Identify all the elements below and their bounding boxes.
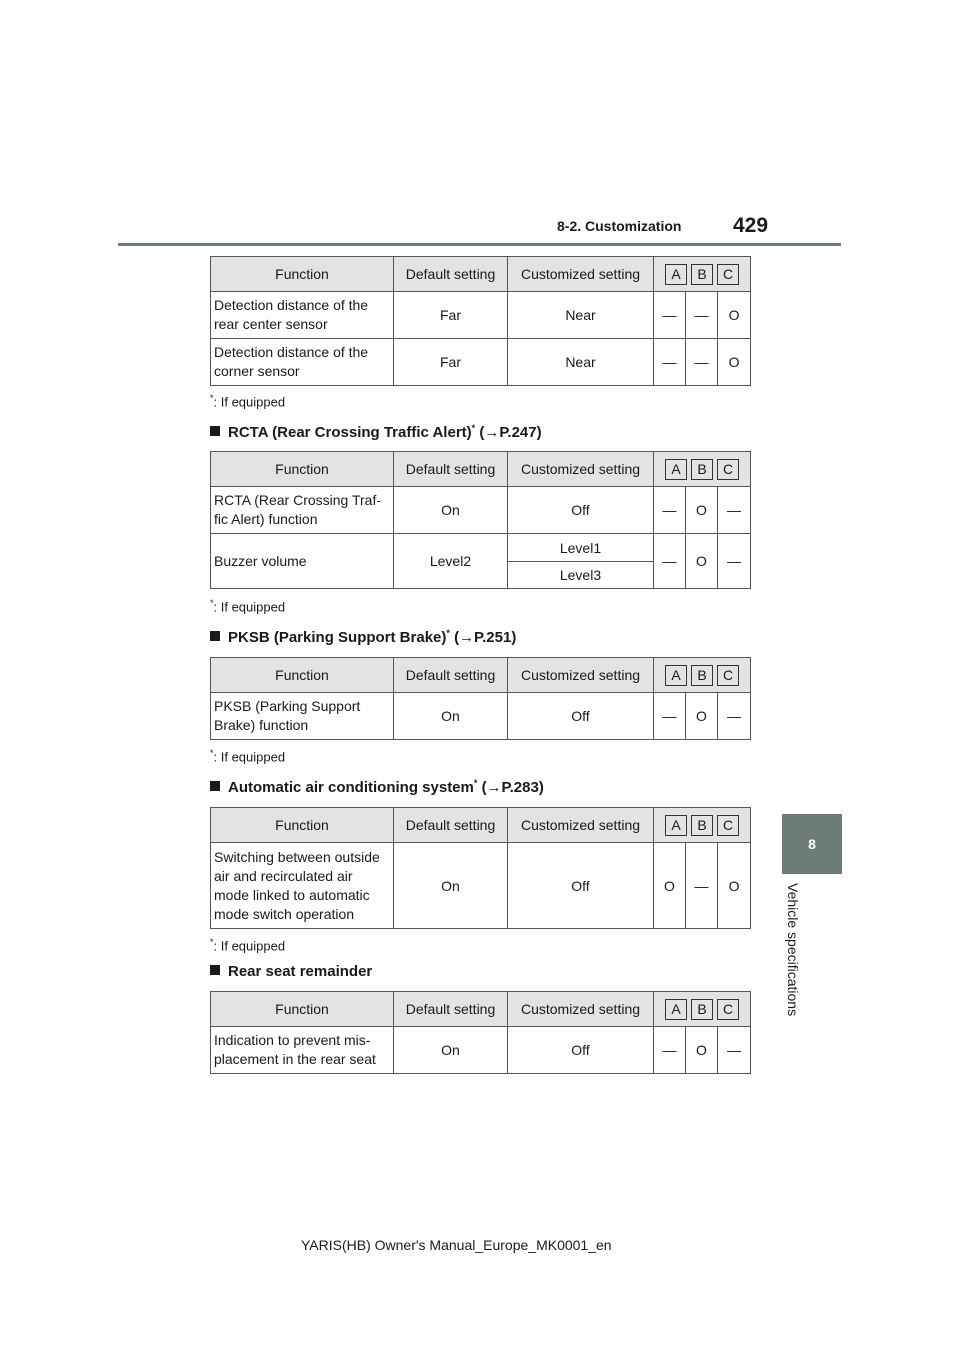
cell-b: —	[686, 843, 718, 929]
badge-c: C	[717, 815, 739, 836]
bullet-square-icon	[210, 631, 220, 641]
section-heading-rear-seat: Rear seat remainder	[210, 963, 372, 980]
page-reference-link[interactable]: (→P.251)	[454, 629, 517, 646]
page-number: 429	[733, 214, 769, 237]
cell-function: Indication to prevent mis-placement in the rear seat	[211, 1027, 394, 1074]
cell-default: On	[394, 487, 508, 534]
cell-a: O	[654, 843, 686, 929]
badge-a: A	[665, 999, 687, 1020]
col-customized-setting: Customized setting	[508, 992, 654, 1027]
cell-b: O	[686, 1027, 718, 1074]
footnote: *: If equipped	[210, 748, 286, 765]
settings-table-rcta	[210, 451, 751, 589]
bullet-square-icon	[210, 965, 220, 975]
page-reference-link[interactable]: (→P.247)	[479, 424, 542, 441]
cell-default: On	[394, 693, 508, 740]
col-customized-setting: Customized setting	[508, 257, 654, 292]
col-abc	[654, 992, 751, 1027]
cell-default: On	[394, 1027, 508, 1074]
cell-customized: Off	[508, 693, 654, 740]
cell-default: Far	[394, 339, 508, 386]
badge-a: A	[665, 459, 687, 480]
cell-customized: Off	[508, 487, 654, 534]
cell-function: Switching between outside air and recirculated air mode linked to automatic mode switch operation	[211, 843, 394, 929]
table-row	[211, 843, 751, 929]
cell-customized: Level1	[508, 534, 654, 562]
table-row	[211, 534, 751, 562]
cell-b: O	[686, 487, 718, 534]
badge-b: B	[691, 459, 713, 480]
cell-default: Level2	[394, 534, 508, 589]
header-rule	[118, 243, 841, 246]
col-function: Function	[211, 658, 394, 693]
settings-table-rear-seat	[210, 991, 751, 1074]
cell-function: PKSB (Parking Support Brake) function	[211, 693, 394, 740]
cell-c: —	[718, 487, 751, 534]
chapter-number: 8	[808, 836, 816, 852]
cell-customized: Level3	[508, 562, 654, 589]
table-header-row	[211, 658, 751, 693]
settings-table-pksb	[210, 657, 751, 740]
col-abc	[654, 257, 751, 292]
settings-table-air-conditioning	[210, 807, 751, 929]
col-function: Function	[211, 257, 394, 292]
table-header-row	[211, 808, 751, 843]
cell-a: —	[654, 534, 686, 589]
badge-b: B	[691, 665, 713, 686]
cell-a: —	[654, 487, 686, 534]
page-reference-link[interactable]: (→P.283)	[481, 779, 544, 796]
col-abc	[654, 452, 751, 487]
table-row	[211, 1027, 751, 1074]
cell-function: RCTA (Rear Crossing Traf-fic Alert) function	[211, 487, 394, 534]
badge-a: A	[665, 815, 687, 836]
cell-c: O	[718, 339, 751, 386]
chapter-label: Vehicle specifications	[785, 883, 801, 1017]
table-header-row	[211, 992, 751, 1027]
table-row	[211, 339, 751, 386]
badge-a: A	[665, 264, 687, 285]
cell-b: —	[686, 339, 718, 386]
cell-a: —	[654, 339, 686, 386]
cell-c: —	[718, 693, 751, 740]
cell-a: —	[654, 292, 686, 339]
cell-function: Detection distance of the rear center sensor	[211, 292, 394, 339]
col-default-setting: Default setting	[394, 658, 508, 693]
table-row	[211, 487, 751, 534]
cell-customized: Off	[508, 843, 654, 929]
cell-c: O	[718, 292, 751, 339]
col-default-setting: Default setting	[394, 257, 508, 292]
cell-a: —	[654, 1027, 686, 1074]
table-header-row	[211, 452, 751, 487]
settings-table-sensor	[210, 256, 751, 386]
col-abc	[654, 808, 751, 843]
badge-b: B	[691, 264, 713, 285]
col-customized-setting: Customized setting	[508, 658, 654, 693]
footnote: *: If equipped	[210, 937, 286, 954]
bullet-square-icon	[210, 426, 220, 436]
section-heading-pksb: PKSB (Parking Support Brake)* (→P.251)	[210, 628, 516, 646]
cell-c: —	[718, 534, 751, 589]
badge-c: C	[717, 999, 739, 1020]
cell-b: —	[686, 292, 718, 339]
chapter-tab[interactable]	[782, 814, 842, 874]
footer-document-id: YARIS(HB) Owner's Manual_Europe_MK0001_en	[301, 1237, 612, 1253]
col-customized-setting: Customized setting	[508, 808, 654, 843]
badge-a: A	[665, 665, 687, 686]
table-header-row	[211, 257, 751, 292]
col-default-setting: Default setting	[394, 452, 508, 487]
cell-default: Far	[394, 292, 508, 339]
section-title: 8-2. Customization	[557, 218, 682, 234]
table-row	[211, 693, 751, 740]
col-default-setting: Default setting	[394, 808, 508, 843]
table-row	[211, 292, 751, 339]
footnote: *: If equipped	[210, 598, 286, 615]
section-heading-rcta: RCTA (Rear Crossing Traffic Alert)* (→P.247)	[210, 423, 542, 441]
cell-customized: Near	[508, 339, 654, 386]
cell-function: Detection distance of the corner sensor	[211, 339, 394, 386]
cell-default: On	[394, 843, 508, 929]
footnote: *: If equipped	[210, 393, 286, 410]
cell-customized: Off	[508, 1027, 654, 1074]
badge-b: B	[691, 815, 713, 836]
badge-c: C	[717, 665, 739, 686]
cell-b: O	[686, 693, 718, 740]
cell-a: —	[654, 693, 686, 740]
col-function: Function	[211, 808, 394, 843]
cell-c: O	[718, 843, 751, 929]
col-function: Function	[211, 452, 394, 487]
col-default-setting: Default setting	[394, 992, 508, 1027]
col-customized-setting: Customized setting	[508, 452, 654, 487]
badge-b: B	[691, 999, 713, 1020]
col-function: Function	[211, 992, 394, 1027]
badge-c: C	[717, 264, 739, 285]
badge-c: C	[717, 459, 739, 480]
section-heading-air-conditioning: Automatic air conditioning system* (→P.283)	[210, 778, 544, 796]
cell-function: Buzzer volume	[211, 534, 394, 589]
cell-b: O	[686, 534, 718, 589]
bullet-square-icon	[210, 781, 220, 791]
cell-c: —	[718, 1027, 751, 1074]
col-abc	[654, 658, 751, 693]
cell-customized: Near	[508, 292, 654, 339]
